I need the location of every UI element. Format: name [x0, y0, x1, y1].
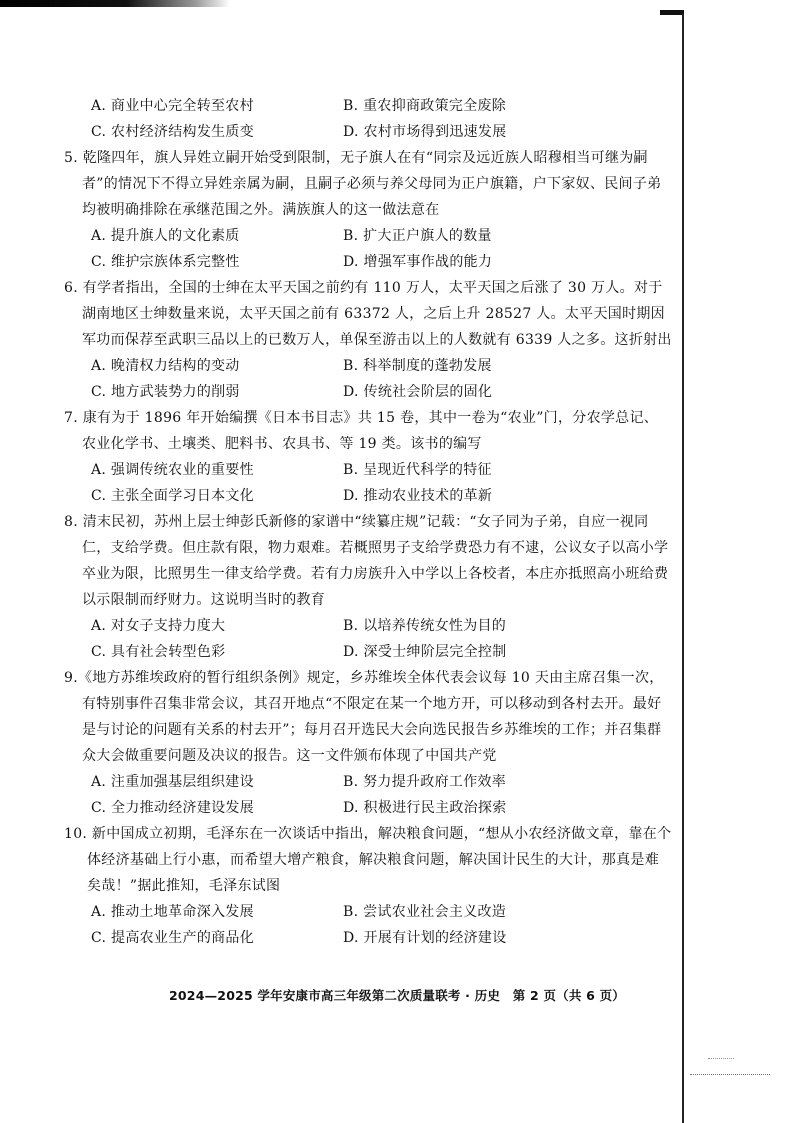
option-row: [64, 457, 672, 483]
option-a[interactable]: A. 注重加强基层组织建设: [91, 774, 254, 790]
option-c[interactable]: C. 具有社会转型色彩: [91, 644, 226, 660]
option-d[interactable]: D. 积极进行民主政治探索: [343, 800, 507, 816]
option-d[interactable]: D. 开展有计划的经济建设: [343, 930, 507, 946]
question-stem: 7. 康有为于 1896 年开始编撰《日本书目志》共 15 卷，其中一卷为“农业”门，分农学总记、农业化学书、土壤类、肥料书、农具书、等 19 类。该书的编写: [64, 410, 659, 452]
question-6: [64, 275, 672, 405]
option-row: [64, 769, 672, 795]
question-stem: 10. 新中国成立初期，毛泽东在一次谈话中指出，解决粮食问题，“想从小农经济做文章，靠在个体经济基础上行小惠，而希望大增产粮食，解决粮食问题，解决国计民生的大计，那真是难矣哉！”据此推知，毛泽东试图: [64, 826, 672, 894]
option-d[interactable]: D. 推动农业技术的革新: [343, 488, 493, 504]
option-row: [64, 925, 672, 951]
option-c[interactable]: C. 全力推动经济建设发展: [91, 800, 255, 816]
option-row: [64, 613, 672, 639]
previous-question-options: [64, 93, 672, 145]
option-d[interactable]: D. 农村市场得到迅速发展: [343, 124, 507, 140]
question-10: [64, 821, 672, 951]
option-b[interactable]: B. 扩大正户旗人的数量: [343, 228, 492, 244]
option-b[interactable]: B. 呈现近代科学的特征: [343, 462, 492, 478]
scan-artifact-page-edge: [682, 14, 684, 1123]
question-7: [64, 405, 672, 509]
option-d[interactable]: D. 深受士绅阶层完全控制: [343, 644, 507, 660]
question-stem: 5. 乾隆四年，旗人异姓立嗣开始受到限制，无子旗人在有“同宗及远近族人昭穆相当可继为嗣者”的情况下不得立异姓亲属为嗣，且嗣子必须与养父母同为正户旗籍，户下家奴、民间子弟均被明确排除在承继范围之外。满族旗人的这一做法意在: [64, 150, 662, 218]
question-9: [64, 665, 672, 821]
option-c[interactable]: C. 农村经济结构发生质变: [91, 124, 255, 140]
option-b[interactable]: B. 以培养传统女性为目的: [343, 618, 507, 634]
scan-artifact-top-bar: [0, 0, 230, 7]
option-b[interactable]: B. 重农抑商政策完全废除: [343, 98, 507, 114]
option-a[interactable]: A. 提升旗人的文化素质: [91, 228, 240, 244]
option-a[interactable]: A. 强调传统农业的重要性: [91, 462, 254, 478]
option-row: [64, 249, 672, 275]
scan-artifact-dots: [690, 1074, 770, 1075]
option-row: [64, 639, 672, 665]
option-d[interactable]: D. 增强军事作战的能力: [343, 254, 493, 270]
option-d[interactable]: D. 传统社会阶层的固化: [343, 384, 493, 400]
option-b[interactable]: B. 尝试农业社会主义改造: [343, 904, 507, 920]
option-row: [64, 795, 672, 821]
option-row: [64, 379, 672, 405]
option-row: [64, 223, 672, 249]
option-b[interactable]: B. 努力提升政府工作效率: [343, 774, 507, 790]
page-footer: 2024—2025 学年安康市高三年级第二次质量联考 · 历史 第 2 页（共 6 页）: [169, 988, 625, 1003]
option-c[interactable]: C. 地方武装势力的削弱: [91, 384, 240, 400]
option-c[interactable]: C. 提高农业生产的商品化: [91, 930, 255, 946]
option-row: [64, 119, 672, 145]
question-stem: 9.《地方苏维埃政府的暂行组织条例》规定，乡苏维埃全体代表会议每 10 天由主席召集一次，有特别事件召集非常会议，其召开地点“不限定在某一个地方开，可以移动到各村去开。最好是与讨论的问题有关系的村去开”；每月召开选民大会向选民报告乡苏维埃的工作；并召集群众大会做重要问题及决议的报告。这一文件颁布体现了中国共产党: [64, 670, 664, 764]
option-c[interactable]: C. 维护宗族体系完整性: [91, 254, 240, 270]
exam-content: [64, 93, 672, 951]
option-b[interactable]: B. 科举制度的蓬勃发展: [343, 358, 492, 374]
scan-artifact-dots: [708, 1058, 734, 1059]
option-row: [64, 899, 672, 925]
option-a[interactable]: A. 商业中心完全转至农村: [91, 98, 254, 114]
option-row: [64, 93, 672, 119]
question-5: [64, 145, 672, 275]
option-row: [64, 483, 672, 509]
question-stem: 6. 有学者指出，全国的士绅在太平天国之前约有 110 万人，太平天国之后涨了 30 万人。对于湖南地区士绅数量来说，太平天国之前有 63372 人，之后上升 28527 人。太平天国时期因军功而保荐至武职三品以上的已数万人，单保至游击以上的人数就有 6339 人之多。这折射出: [64, 280, 672, 348]
question-stem: 8. 清末民初，苏州上层士绅彭氏新修的家谱中“续纂庄规”记载：“女子同为子弟，自应一视同仁，支给学费。但庄款有限，物力艰难。若概照男子支给学费恐力有不逮，公议女子以高小学卒业为限，比照男生一律支给学费。若有力房族升入中学以上各校者，本庄亦抵照高小班给费以示限制而纾财力。这说明当时的教育: [64, 514, 669, 608]
option-row: [64, 353, 672, 379]
scan-artifact-mark: [660, 10, 684, 15]
option-c[interactable]: C. 主张全面学习日本文化: [91, 488, 255, 504]
question-8: [64, 509, 672, 665]
option-a[interactable]: A. 推动土地革命深入发展: [91, 904, 254, 920]
option-a[interactable]: A. 晚清权力结构的变动: [91, 358, 240, 374]
option-a[interactable]: A. 对女子支持力度大: [91, 618, 226, 634]
